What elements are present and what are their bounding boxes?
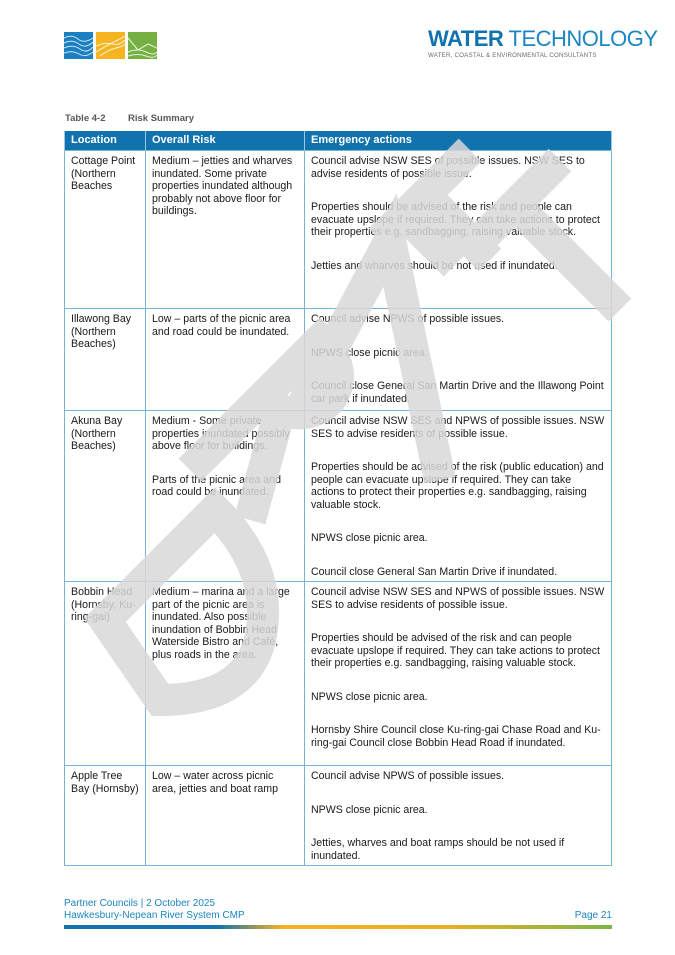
action-text: Properties should be advised of the risk (public education) and people can evacuate upslope if required. They can take actions to protect their properties e.g. sandbagging, raising valuable stock.	[311, 461, 604, 511]
action-text: Jetties and wharves should be not used if inundated.	[311, 259, 558, 272]
cell-actions	[305, 766, 612, 866]
risk-summary-table	[64, 131, 612, 866]
cell-risk	[146, 582, 305, 766]
action-text: Council advise NSW SES and NPWS of possible issues. NSW SES to advise residents of possible issue.	[311, 586, 605, 611]
company-logo-mark	[64, 32, 157, 59]
action-text: NPWS close picnic area.	[311, 803, 428, 816]
table-row	[65, 411, 612, 582]
brand-name	[428, 26, 658, 51]
action-text: Properties should be advised of the risk and people can evacuate upslope if required. They can take actions to protect their properties e.g. sandbagging, raising valuable stock.	[311, 201, 600, 238]
table-number: Table 4-2	[65, 113, 106, 124]
environment-landscape-icon	[128, 32, 157, 59]
coastal-wave-icon	[96, 32, 125, 59]
risk-text: Medium – marina and a large part of the picnic area is inundated. Also possible inundation of Bobbin Head Waterside Bistro and Café, plus roads in the area.	[152, 586, 290, 661]
cell-risk	[146, 766, 305, 866]
action-text: Council advise NSW SES of possible issues. NSW SES to advise residents of possible issue.	[311, 155, 585, 180]
header-emergency-actions: Emergency actions	[305, 131, 612, 151]
water-wave-icon	[64, 32, 93, 59]
cell-location	[65, 309, 146, 411]
cell-location	[65, 582, 146, 766]
table-title: Risk Summary	[128, 113, 195, 124]
page-number: Page 21	[574, 910, 612, 921]
brand-tagline: WATER, COASTAL & ENVIRONMENTAL CONSULTANTS	[428, 52, 597, 59]
risk-text: Medium - Some private properties inundated possibly above floor for buildings.	[152, 415, 290, 452]
risk-text: Low – parts of the picnic area and road could be inundated.	[152, 313, 291, 338]
table-row	[65, 766, 612, 866]
cell-risk	[146, 309, 305, 411]
cell-risk	[146, 151, 305, 309]
header-location: Location	[65, 131, 146, 151]
cell-actions	[305, 151, 612, 309]
header-overall-risk: Overall Risk	[146, 131, 305, 151]
brand-logo	[428, 26, 658, 59]
location-text: Cottage Point (Northern Beaches	[71, 155, 136, 192]
action-text: NPWS close picnic area.	[311, 532, 428, 544]
risk-text: Parts of the picnic area and road could be inundated.	[152, 473, 281, 498]
cell-location	[65, 151, 146, 309]
location-text: Illawong Bay (Northern Beaches)	[71, 313, 132, 350]
location-text: Bobbin Head (Hornsby, Ku-ring-gai)	[71, 586, 136, 623]
table-header-row	[65, 131, 612, 151]
table-caption	[65, 113, 194, 124]
brand-name-light: TECHNOLOGY	[508, 26, 658, 51]
action-text: Council close General San Martin Drive and the Illawong Point car park if inundated.	[311, 380, 604, 405]
cell-actions	[305, 309, 612, 411]
action-text: Hornsby Shire Council close Ku-ring-gai Chase Road and Ku-ring-gai Council close Bobbin Head Road if inundated.	[311, 724, 601, 749]
footer-line-1: Partner Councils | 2 October 2025	[64, 898, 216, 909]
action-text: Properties should be advised of the risk and can people evacuate upslope if required. They can take actions to protect their properties e.g. sandbagging, raising valuable stock.	[311, 632, 600, 669]
action-text: NPWS close picnic area.	[311, 346, 428, 359]
table-row	[65, 309, 612, 411]
cell-actions	[305, 582, 612, 766]
action-text: Council close General San Martin Drive if inundated.	[311, 565, 558, 578]
risk-text: Medium – jetties and wharves inundated. Some private properties inundated although probably not above floor for buildings.	[152, 155, 293, 217]
cell-location	[65, 766, 146, 866]
page-footer	[64, 898, 612, 922]
table-row	[65, 582, 612, 766]
cell-location	[65, 411, 146, 582]
action-text: Council advise NSW SES and NPWS of possible issues. NSW SES to advise residents of possible issue.	[311, 415, 605, 440]
action-text: Council advise NPWS of possible issues.	[311, 770, 505, 782]
footer-gradient-bar	[64, 925, 612, 929]
cell-risk	[146, 411, 305, 582]
brand-name-bold: WATER	[428, 26, 504, 51]
location-text: Akuna Bay (Northern Beaches)	[71, 415, 123, 452]
action-text: Jetties, wharves and boat ramps should be not used if inundated.	[311, 837, 565, 862]
risk-text: Low – water across picnic area, jetties and boat ramp	[152, 770, 279, 795]
table-row	[65, 151, 612, 309]
action-text: NPWS close picnic area.	[311, 690, 428, 703]
action-text: Council advise NPWS of possible issues.	[311, 313, 505, 325]
cell-actions	[305, 411, 612, 582]
footer-line-2: Hawkesbury-Nepean River System CMP	[64, 910, 245, 921]
location-text: Apple Tree Bay (Hornsby)	[71, 770, 139, 795]
